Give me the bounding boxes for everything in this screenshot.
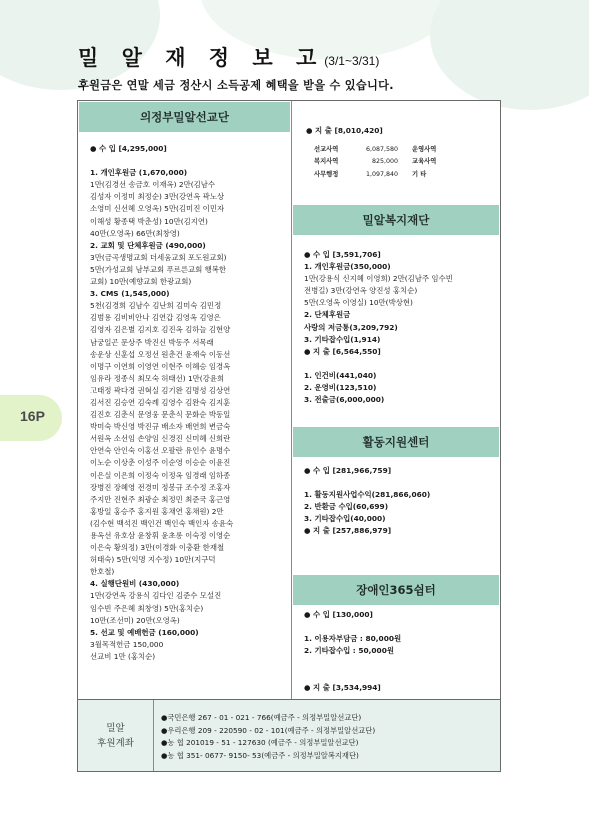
shelter-line <box>304 621 401 633</box>
mission-line: 5천(김경희 김남수 김난희 김미숙 김민정 <box>90 301 222 311</box>
account-list <box>161 712 375 762</box>
welfare-line <box>304 358 453 370</box>
activity-line <box>304 477 430 489</box>
welfare-line: 1. 인건비(441,040) <box>304 370 377 380</box>
welfare-line: 5만(오영옥 이영실) 10만(박상현) <box>304 298 413 308</box>
mission-line: (김수현 백석진 백인건 백인숙 백인자 송윤숙 <box>90 518 234 528</box>
mission-line: 2. 교회 및 단체후원금 (490,000) <box>90 240 206 250</box>
mission-line: 이해성 황종택 박춘성) 10만(김지연) <box>90 216 208 226</box>
mission-line: 교회) 10만(예향교회 한광교회) <box>90 277 192 287</box>
activity-line: ● 지 출 [257,886,979] <box>304 526 392 536</box>
account-row: ●국민은행 267 - 01 - 021 - 766(예금주 - 의정부밀알선교단) <box>161 713 362 722</box>
mission-line <box>90 155 233 167</box>
activity-line: 3. 기타잡수입(40,000) <box>304 514 386 524</box>
mission-line: 용옥선 유호삼 윤창휘 윤초롱 이숙정 이영순 <box>90 531 231 540</box>
welfare-line: 사랑의 저금통(3,209,792) <box>304 322 398 332</box>
shelter-lines <box>304 609 401 694</box>
mission-line: 5만(가성교회 남부교회 푸르른교회 행복한 <box>90 264 227 274</box>
mission-line: 10만(조선미) 20만(오영옥) <box>90 615 180 625</box>
mission-line: 이명구 이연희 이영연 이현주 이혜승 임경옥 <box>90 361 231 371</box>
activity-header: 활동지원센터 <box>293 427 499 457</box>
page-number-tab <box>0 395 62 441</box>
activity-line: ● 수 입 [281,966,759] <box>304 466 392 475</box>
expense-category: 사무행정 <box>314 170 339 178</box>
account-row: ●농 협 351- 0677- 9150- 53(예금주 - 의정부밀알복지재단) <box>161 750 359 760</box>
title-period: (3/1~3/31) <box>324 54 380 68</box>
accounts-label <box>78 700 154 771</box>
mission-line: 선교비 1만 (홍치순) <box>90 651 156 661</box>
mission-line: 김영자 김은별 김지호 김진옥 김하늘 김현양 <box>90 325 231 335</box>
mission-line: 이은숙 황의정) 3만(이경화 이충환 한재철 <box>90 543 225 553</box>
expense-category: 기 타 <box>412 170 427 178</box>
mission-line: 3월목적헌금 150,000 <box>90 639 164 649</box>
welfare-line: 전병길) 3만(강연옥 양진성 홍치순) <box>304 286 418 296</box>
mission-line: 박미숙 박신영 박진규 배소자 배연희 변금숙 <box>90 422 231 432</box>
shelter-header: 장애인365쉼터 <box>293 575 499 605</box>
finance-report-panel <box>77 100 501 700</box>
expense-category: 복지사역 <box>314 158 339 166</box>
mission-line: 40만(오영옥) 66만(최창영) <box>90 228 180 238</box>
expense-amount: 6,087,580 <box>365 146 398 153</box>
shelter-line: ● 수 입 [130,000] <box>304 610 373 619</box>
mission-line: 김서진 김승연 김숙례 김영수 김완숙 김지훈 <box>90 397 231 407</box>
accounts-label-line2: 후원계좌 <box>97 737 134 749</box>
expense-label: ● 지 출 [8,010,420] <box>306 126 383 135</box>
mission-line: 임유라 정종식 최모숙 허태선) 1만(강윤희 <box>90 373 225 383</box>
accounts-label-line1: 밀알 <box>106 722 125 734</box>
mission-line: 1만(강연옥 강용식 김다인 김준수 모설진 <box>90 591 222 601</box>
welfare-line: 2. 운영비(123,510) <box>304 383 377 393</box>
mission-line: 서원옥 소선임 손양임 신경진 신미혜 신희란 <box>90 434 231 444</box>
activity-line: 1. 활동지원사업수익(281,866,060) <box>304 490 431 500</box>
expense-row <box>314 156 440 168</box>
mission-column <box>78 101 292 699</box>
shelter-line <box>304 657 401 669</box>
title-main: 밀 알 재 정 보 고 <box>78 45 325 70</box>
mission-line: 홍방일 홍승주 홍지원 홍채연 홍채원) 2만 <box>90 506 224 516</box>
shelter-line: 1. 이용자부담금 : 80,000원 <box>304 634 402 644</box>
activity-lines <box>304 465 430 538</box>
mission-line: 장병진 장혜영 전경미 정봉규 조수정 조홍자 <box>90 482 231 492</box>
shelter-line <box>304 669 401 681</box>
expense-amount: 1,097,840 <box>365 170 398 178</box>
mission-line: 3. CMS (1,545,000) <box>90 289 170 299</box>
welfare-line: ● 지 출 [6,564,550] <box>304 346 381 356</box>
mission-line: 김진호 김춘식 문영웅 문춘식 문화순 박동일 <box>90 410 231 420</box>
mission-line: 남궁일곤 문상주 박진신 박동주 서목래 <box>90 337 214 347</box>
welfare-header: 밀알복지재단 <box>293 205 499 235</box>
expense-category: 교육사역 <box>412 158 437 166</box>
mission-line: 송운상 신훈섭 오정선 원춘건 윤재숙 이동선 <box>90 349 231 359</box>
expense-amount: 825,000 <box>371 158 398 166</box>
page-title <box>78 42 379 72</box>
shelter-line: 2. 기타잡수입 : 50,000원 <box>304 646 394 656</box>
mission-line: 5. 선교 및 예배헌금 (160,000) <box>90 627 199 637</box>
welfare-line: 1만(강용식 신지혜 이영희) 2만(김남주 임수빈 <box>304 274 453 284</box>
mission-line: 한호철) <box>90 567 115 577</box>
expense-table <box>314 144 440 181</box>
page-subtitle: 후원금은 연말 세금 정산시 소득공제 혜택을 받을 수 있습니다. <box>78 79 394 92</box>
donation-accounts <box>77 700 501 772</box>
welfare-line: 2. 단체후원금 <box>304 310 351 320</box>
mission-header: 의정부밀알선교단 <box>79 102 290 132</box>
account-row: ●우리은행 209 - 220590 - 02 - 101(예금주 - 의정부밀알선교단) <box>161 725 376 735</box>
mission-line: 이은실 이은희 이정숙 이정옥 임경래 임하종 <box>90 470 231 480</box>
mission-line: 이노순 이상춘 이성주 이순영 이승순 이윤진 <box>90 458 231 468</box>
account-row: ●농 협 201019 - 51 - 127630 (예금주 - 의정부밀알선교단) <box>161 738 359 748</box>
activity-line: 2. 반환금 수입(60,699) <box>304 502 389 512</box>
welfare-line: ● 수 입 [3,591,706] <box>304 250 381 259</box>
right-column <box>292 101 500 699</box>
expense-row <box>314 169 440 181</box>
expense-category: 운영사역 <box>412 146 437 153</box>
welfare-line: 1. 개인후원금(350,000) <box>304 262 391 272</box>
welfare-line: 3. 기타잡수입(1,914) <box>304 334 381 344</box>
shelter-line: ● 지 출 [3,534,994] <box>304 682 381 692</box>
mission-line: 4. 실행단원비 (430,000) <box>90 579 180 589</box>
welfare-lines <box>304 249 453 406</box>
mission-line: 3만(금곡생명교회 더세움교회 포도원교회) <box>90 252 227 262</box>
page-number: 16P <box>20 408 45 424</box>
welfare-line: 3. 전출금(6,000,000) <box>304 395 385 405</box>
mission-line: 김성자 이정미 최정순) 3만(강연옥 곽노상 <box>90 192 225 202</box>
mission-line: 고태정 곽다경 권혁실 김기완 김명성 김상연 <box>90 385 231 395</box>
mission-line: ● 수 입 [4,295,000] <box>90 144 167 153</box>
mission-line: 허태숙) 5만(익명 지수정) 10만(지구덕 <box>90 555 216 565</box>
expense-row <box>314 144 440 156</box>
mission-line: 김범용 김비비안나 김연갑 김영옥 김영은 <box>90 313 221 323</box>
mission-line: 주지만 진현주 최광순 최정민 최준국 홍근영 <box>90 494 231 504</box>
mission-line: 안연숙 안인숙 이홍선 오팔란 유인수 윤명수 <box>90 446 231 456</box>
mission-lines <box>90 143 233 663</box>
expense-category: 선교사역 <box>314 146 339 153</box>
mission-line: 임수빈 주은혜 최창영) 5만(홍치순) <box>90 603 204 613</box>
mission-line: 소영미 신선혜 오영옥) 5만(김미진 이민자 <box>90 204 225 214</box>
mission-line: 1만(김경선 송금호 이재옥) 2만(김남수 <box>90 180 216 190</box>
mission-line: 1. 개인후원금 (1,670,000) <box>90 168 188 178</box>
